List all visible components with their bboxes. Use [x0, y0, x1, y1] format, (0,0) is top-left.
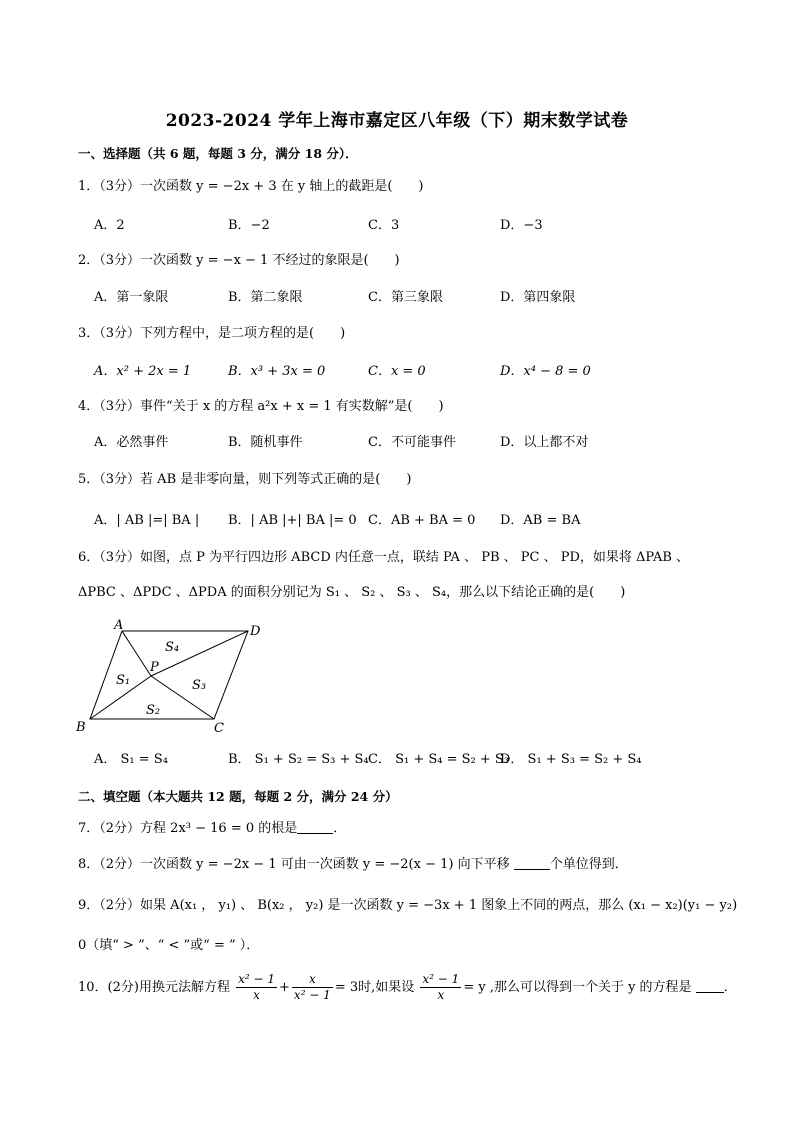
option-a: A．第一象限 — [94, 290, 169, 305]
region-s1-label: S₁ — [116, 673, 131, 688]
vertex-d-label: D — [250, 624, 261, 639]
vertex-a-label: A — [114, 618, 124, 633]
section-heading-choice: 一、选择题（共 6 题，每题 3 分，满分 18 分）． — [78, 146, 358, 161]
answer-blank — [297, 833, 333, 834]
parallelogram-figure — [70, 615, 280, 740]
question-8-end: 个单位得到． — [549, 857, 628, 872]
question-7-end: ． — [333, 821, 347, 836]
plus-sign: + — [279, 980, 290, 995]
question-3-stem: 3．（3分）下列方程中，是二项方程的是( ) — [78, 326, 346, 341]
region-s2-label: S₂ — [146, 703, 161, 718]
option-d: D． S₁ + S₃ = S₂ + S₄ — [500, 752, 642, 767]
question-1-stem: 1．（3分）一次函数 y = −2x + 3 在 y 轴上的截距是( ) — [78, 179, 424, 194]
segment-pa — [122, 631, 151, 676]
option-c: C．不可能事件 — [368, 435, 456, 450]
vertex-b-label: B — [76, 720, 86, 735]
option-c: C．AB + BA = 0 — [368, 513, 476, 528]
question-5-stem: 5．（3分）若 AB 是非零向量，则下列等式正确的是( ) — [78, 472, 412, 487]
question-8-stem: 8．（2分）一次函数 y = −2x − 1 可由一次函数 y = −2(x − 1) 向下平移 — [78, 857, 510, 872]
region-s4-label: S₄ — [165, 640, 180, 655]
fraction-2-numerator: x — [292, 972, 333, 988]
option-b: B．| AB |+| BA |= 0 — [228, 513, 357, 528]
question-8 — [78, 856, 628, 874]
option-a: A．| AB |=| BA | — [94, 513, 200, 528]
question-10-after: = y ,那么可以得到一个关于 y 的方程是 — [463, 980, 692, 995]
fraction-1-denominator: x — [253, 988, 260, 1002]
option-c: C． S₁ + S₄ = S₂ + S₃ — [368, 752, 510, 767]
question-6-stem-line1: 6．（3分）如图，点 P 为平行四边形 ABCD 内任意一点，联结 PA 、 PB 、 PC 、 PD，如果将 ΔPAB 、 — [78, 550, 690, 565]
question-10-mid: = 3时,如果设 — [334, 980, 415, 995]
option-c: C．第三象限 — [368, 290, 443, 305]
point-p-label: P — [150, 660, 159, 675]
option-b: B．−2 — [228, 218, 270, 233]
option-c: C．x = 0 — [368, 364, 426, 379]
page-title: 2023-2024 学年上海市嘉定区八年级（下）期末数学试卷 — [165, 111, 629, 131]
question-10-end: ． — [723, 980, 737, 995]
option-a: A．必然事件 — [94, 435, 169, 450]
option-d: D．−3 — [500, 218, 543, 233]
question-7 — [78, 820, 346, 838]
fraction-3-numerator: x² − 1 — [422, 972, 460, 986]
option-b: B．x³ + 3x = 0 — [228, 364, 326, 379]
fraction-1 — [236, 972, 277, 1003]
question-7-stem: 7．（2分）方程 2x³ − 16 = 0 的根是 — [78, 821, 298, 836]
option-d: D．第四象限 — [500, 290, 576, 305]
answer-blank — [696, 992, 724, 993]
option-d: D．AB = BA — [500, 513, 581, 528]
option-d: D．以上都不对 — [500, 435, 589, 450]
vertex-c-label: C — [214, 721, 224, 736]
option-a: A．2 — [94, 218, 125, 233]
option-a: A． S₁ = S₄ — [94, 752, 168, 767]
question-10-stem: 10．(2分)用换元法解方程 — [78, 980, 230, 995]
question-10 — [78, 970, 737, 1006]
option-b: B．随机事件 — [228, 435, 303, 450]
answer-blank — [514, 869, 550, 870]
option-b: B．第二象限 — [228, 290, 303, 305]
question-4-stem: 4．（3分）事件“关于 x 的方程 a²x + x = 1 有实数解”是( ) — [78, 399, 444, 414]
question-9-line2: 0（填“ > ”、“ < ”或“ = ” ）． — [78, 938, 260, 953]
question-2-stem: 2．（3分）一次函数 y = −x − 1 不经过的象限是( ) — [78, 253, 400, 268]
fraction-1-numerator: x² − 1 — [238, 972, 276, 986]
fraction-2 — [292, 972, 333, 1003]
option-d: D．x⁴ − 8 = 0 — [500, 364, 591, 379]
section-heading-fill: 二、填空题（本大题共 12 题，每题 2 分，满分 24 分） — [78, 789, 398, 804]
fraction-2-denominator: x² − 1 — [293, 988, 331, 1002]
fraction-3-denominator: x — [437, 988, 445, 1002]
option-b: B． S₁ + S₂ = S₃ + S₄ — [228, 752, 369, 767]
option-c: C．3 — [368, 218, 400, 233]
option-a: A．x² + 2x = 1 — [94, 364, 192, 379]
region-s3-label: S₃ — [192, 678, 207, 693]
fraction-3 — [420, 972, 461, 1003]
question-6-stem-line2: ΔPBC 、ΔPDC 、ΔPDA 的面积分别记为 S₁ 、 S₂ 、 S₃ 、 S₄，那么以下结论正确的是( ) — [78, 585, 626, 600]
question-9-line1: 9．（2分）如果 A(x₁ ， y₁) 、 B(x₂ ， y₂) 是一次函数 y = −3x + 1 图象上不同的两点，那么 (x₁ − x₂)(y₁ − y₂) — [78, 898, 738, 913]
